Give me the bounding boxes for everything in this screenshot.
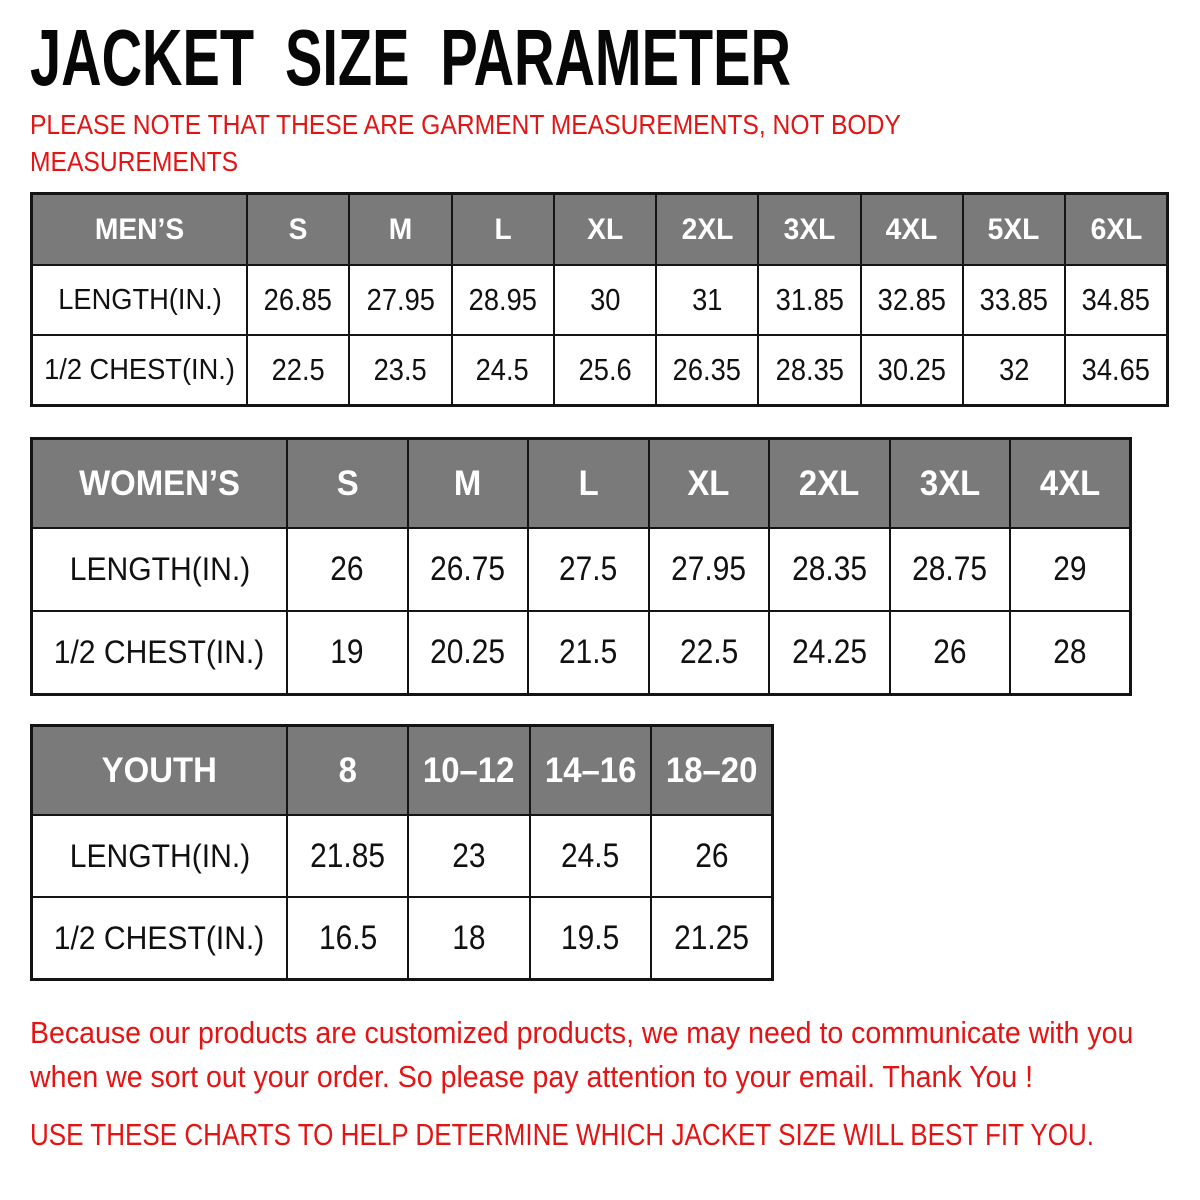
measurement-value-cell xyxy=(649,611,770,695)
measurement-value-cell xyxy=(1010,528,1131,611)
measurement-value: 26.85 xyxy=(263,282,333,317)
size-table-title xyxy=(32,726,288,816)
measurement-value-cell xyxy=(528,611,649,695)
size-column-header xyxy=(963,194,1065,266)
measurement-value-cell xyxy=(963,265,1065,335)
header-label: L xyxy=(578,463,599,503)
header-label: 4XL xyxy=(885,212,938,246)
row-label-cell xyxy=(32,815,288,897)
measurement-value-cell xyxy=(247,265,349,335)
measurement-value: 26.75 xyxy=(430,550,506,588)
measurement-value-cell xyxy=(408,897,529,980)
measurement-value: 26 xyxy=(933,633,967,671)
measurement-value-cell xyxy=(890,528,1011,611)
measurement-value-cell xyxy=(649,528,770,611)
measurement-value: 23.5 xyxy=(373,352,427,387)
row-label: 1/2 CHEST(IN.) xyxy=(44,353,235,386)
header-label: YOUTH xyxy=(101,750,218,790)
row-label-cell xyxy=(32,611,288,695)
measurement-value-cell xyxy=(408,815,529,897)
measurement-value: 25.6 xyxy=(578,352,632,387)
header-row xyxy=(32,439,1131,529)
size-column-header xyxy=(287,439,408,529)
row-label-cell xyxy=(32,265,248,335)
measurement-value-cell xyxy=(554,335,656,406)
measurement-value: 21.5 xyxy=(559,633,618,671)
womens-size-table xyxy=(30,437,1132,696)
header-label: XL xyxy=(586,212,623,246)
row-label: 1/2 CHEST(IN.) xyxy=(54,919,265,956)
size-table-title xyxy=(32,439,288,529)
measurement-value-cell xyxy=(408,611,529,695)
header-label: 3XL xyxy=(783,212,836,246)
measurement-row xyxy=(32,897,773,980)
row-label-cell xyxy=(32,528,288,611)
measurement-value-cell xyxy=(861,335,963,406)
measurement-row xyxy=(32,611,1131,695)
measurement-value-cell xyxy=(656,265,758,335)
row-label: 1/2 CHEST(IN.) xyxy=(54,634,265,670)
header-label: 3XL xyxy=(919,463,980,503)
note-line: MEASUREMENTS xyxy=(30,146,239,177)
measurement-value: 30.25 xyxy=(877,352,946,387)
note-line: PLEASE NOTE THAT THESE ARE GARMENT MEASUREMENTS, NOT BODY xyxy=(30,109,901,140)
size-column-header xyxy=(1010,439,1131,529)
measurement-value: 30 xyxy=(589,282,621,317)
measurement-value: 26.35 xyxy=(673,352,742,387)
size-column-header xyxy=(530,726,651,816)
measurement-value-cell xyxy=(861,265,963,335)
header-label: L xyxy=(494,212,512,246)
custom-order-notice xyxy=(30,1011,1134,1099)
measurement-value: 33.85 xyxy=(979,282,1049,317)
header-label: M xyxy=(388,212,413,246)
header-label: MEN’S xyxy=(94,212,185,246)
measurement-value: 24.5 xyxy=(476,352,530,387)
header-label: 6XL xyxy=(1090,212,1142,246)
measurement-value: 27.95 xyxy=(671,550,747,588)
measurement-value: 26 xyxy=(694,836,729,875)
measurement-value: 19.5 xyxy=(561,918,620,957)
measurement-value: 21.85 xyxy=(310,836,386,875)
size-column-header xyxy=(769,439,890,529)
size-column-header xyxy=(890,439,1011,529)
measurement-value-cell xyxy=(1065,265,1167,335)
header-label: 2XL xyxy=(799,463,860,503)
measurement-value: 29 xyxy=(1053,550,1087,588)
measurement-value: 32 xyxy=(998,352,1030,387)
size-column-header xyxy=(452,194,554,266)
size-column-header xyxy=(649,439,770,529)
measurement-value-cell xyxy=(287,528,408,611)
size-column-header xyxy=(408,726,529,816)
header-label: 8 xyxy=(338,750,357,790)
notice-line: when we sort out your order. So please pay attention to your email. Thank You ! xyxy=(30,1059,1034,1094)
header-label: 2XL xyxy=(681,212,734,246)
chart-usage-notice: USE THESE CHARTS TO HELP DETERMINE WHICH JACKET SIZE WILL BEST FIT YOU. xyxy=(30,1117,1095,1152)
measurement-value: 21.25 xyxy=(674,918,750,957)
size-column-header xyxy=(758,194,860,266)
measurement-value-cell xyxy=(349,335,451,406)
measurement-value-cell xyxy=(349,265,451,335)
measurement-value: 28.75 xyxy=(912,550,988,588)
measurement-row xyxy=(32,265,1168,335)
measurement-value: 28.95 xyxy=(468,282,537,317)
measurement-value: 31.85 xyxy=(775,282,844,317)
mens-size-table xyxy=(30,192,1169,407)
measurement-value-cell xyxy=(651,815,772,897)
row-label-cell xyxy=(32,897,288,980)
measurement-value: 24.25 xyxy=(791,633,867,671)
measurement-value-cell xyxy=(528,528,649,611)
notice-line: Because our products are customized products, we may need to communicate with you xyxy=(30,1015,1134,1050)
measurement-row xyxy=(32,528,1131,611)
row-label-cell xyxy=(32,335,248,406)
measurement-value: 22.5 xyxy=(271,352,325,387)
size-column-header xyxy=(287,726,408,816)
measurement-value: 23 xyxy=(452,836,486,875)
size-column-header xyxy=(656,194,758,266)
measurement-value: 28.35 xyxy=(775,352,844,387)
size-column-header xyxy=(554,194,656,266)
size-column-header xyxy=(861,194,963,266)
measurement-value: 18 xyxy=(452,918,486,957)
measurement-value: 26 xyxy=(330,550,364,588)
size-column-header xyxy=(247,194,349,266)
measurement-value-cell xyxy=(758,265,860,335)
size-column-header xyxy=(349,194,451,266)
measurement-value: 20.25 xyxy=(430,633,506,671)
size-table-title xyxy=(32,194,248,266)
page-title: JACKET SIZE PARAMETER xyxy=(30,13,791,102)
measurement-value-cell xyxy=(530,815,651,897)
measurement-value-cell xyxy=(452,335,554,406)
measurement-value-cell xyxy=(287,897,408,980)
header-label: 4XL xyxy=(1039,463,1101,503)
measurement-value: 22.5 xyxy=(679,633,738,671)
header-row xyxy=(32,194,1168,266)
measurement-value: 34.65 xyxy=(1081,352,1151,387)
size-column-header xyxy=(1065,194,1167,266)
garment-measurement-note xyxy=(30,106,1033,180)
measurement-value-cell xyxy=(758,335,860,406)
youth-size-table xyxy=(30,724,774,981)
row-label: LENGTH(IN.) xyxy=(57,283,222,316)
header-label: XL xyxy=(687,463,730,503)
measurement-value-cell xyxy=(530,897,651,980)
measurement-value: 27.95 xyxy=(366,282,435,317)
measurement-value: 27.5 xyxy=(559,550,618,588)
measurement-value: 32.85 xyxy=(877,282,946,317)
measurement-value-cell xyxy=(452,265,554,335)
measurement-row xyxy=(32,815,773,897)
header-label: M xyxy=(454,463,482,503)
measurement-value-cell xyxy=(963,335,1065,406)
measurement-value-cell xyxy=(769,528,890,611)
measurement-value: 19 xyxy=(330,633,364,671)
measurement-value-cell xyxy=(651,897,772,980)
header-label: S xyxy=(336,463,359,503)
measurement-value-cell xyxy=(1065,335,1167,406)
measurement-value-cell xyxy=(287,815,408,897)
header-label: S xyxy=(288,212,308,246)
measurement-value-cell xyxy=(769,611,890,695)
measurement-row xyxy=(32,335,1168,406)
header-row xyxy=(32,726,773,816)
measurement-value: 28 xyxy=(1053,633,1087,671)
measurement-value: 31 xyxy=(692,282,723,317)
measurement-value-cell xyxy=(890,611,1011,695)
row-label: LENGTH(IN.) xyxy=(69,837,250,874)
header-label: 5XL xyxy=(988,212,1040,246)
measurement-value-cell xyxy=(1010,611,1131,695)
size-column-header xyxy=(408,439,529,529)
header-label: 10–12 xyxy=(423,750,515,790)
measurement-value-cell xyxy=(408,528,529,611)
size-column-header xyxy=(651,726,772,816)
measurement-value-cell xyxy=(247,335,349,406)
measurement-value-cell xyxy=(287,611,408,695)
measurement-value-cell xyxy=(656,335,758,406)
header-label: WOMEN’S xyxy=(79,463,240,503)
measurement-value: 34.85 xyxy=(1081,282,1151,317)
header-label: 18–20 xyxy=(665,750,758,790)
measurement-value: 28.35 xyxy=(791,550,867,588)
row-label: LENGTH(IN.) xyxy=(69,551,250,587)
size-column-header xyxy=(528,439,649,529)
measurement-value: 24.5 xyxy=(561,836,620,875)
measurement-value-cell xyxy=(554,265,656,335)
measurement-value: 16.5 xyxy=(318,918,377,957)
header-label: 14–16 xyxy=(544,750,637,790)
